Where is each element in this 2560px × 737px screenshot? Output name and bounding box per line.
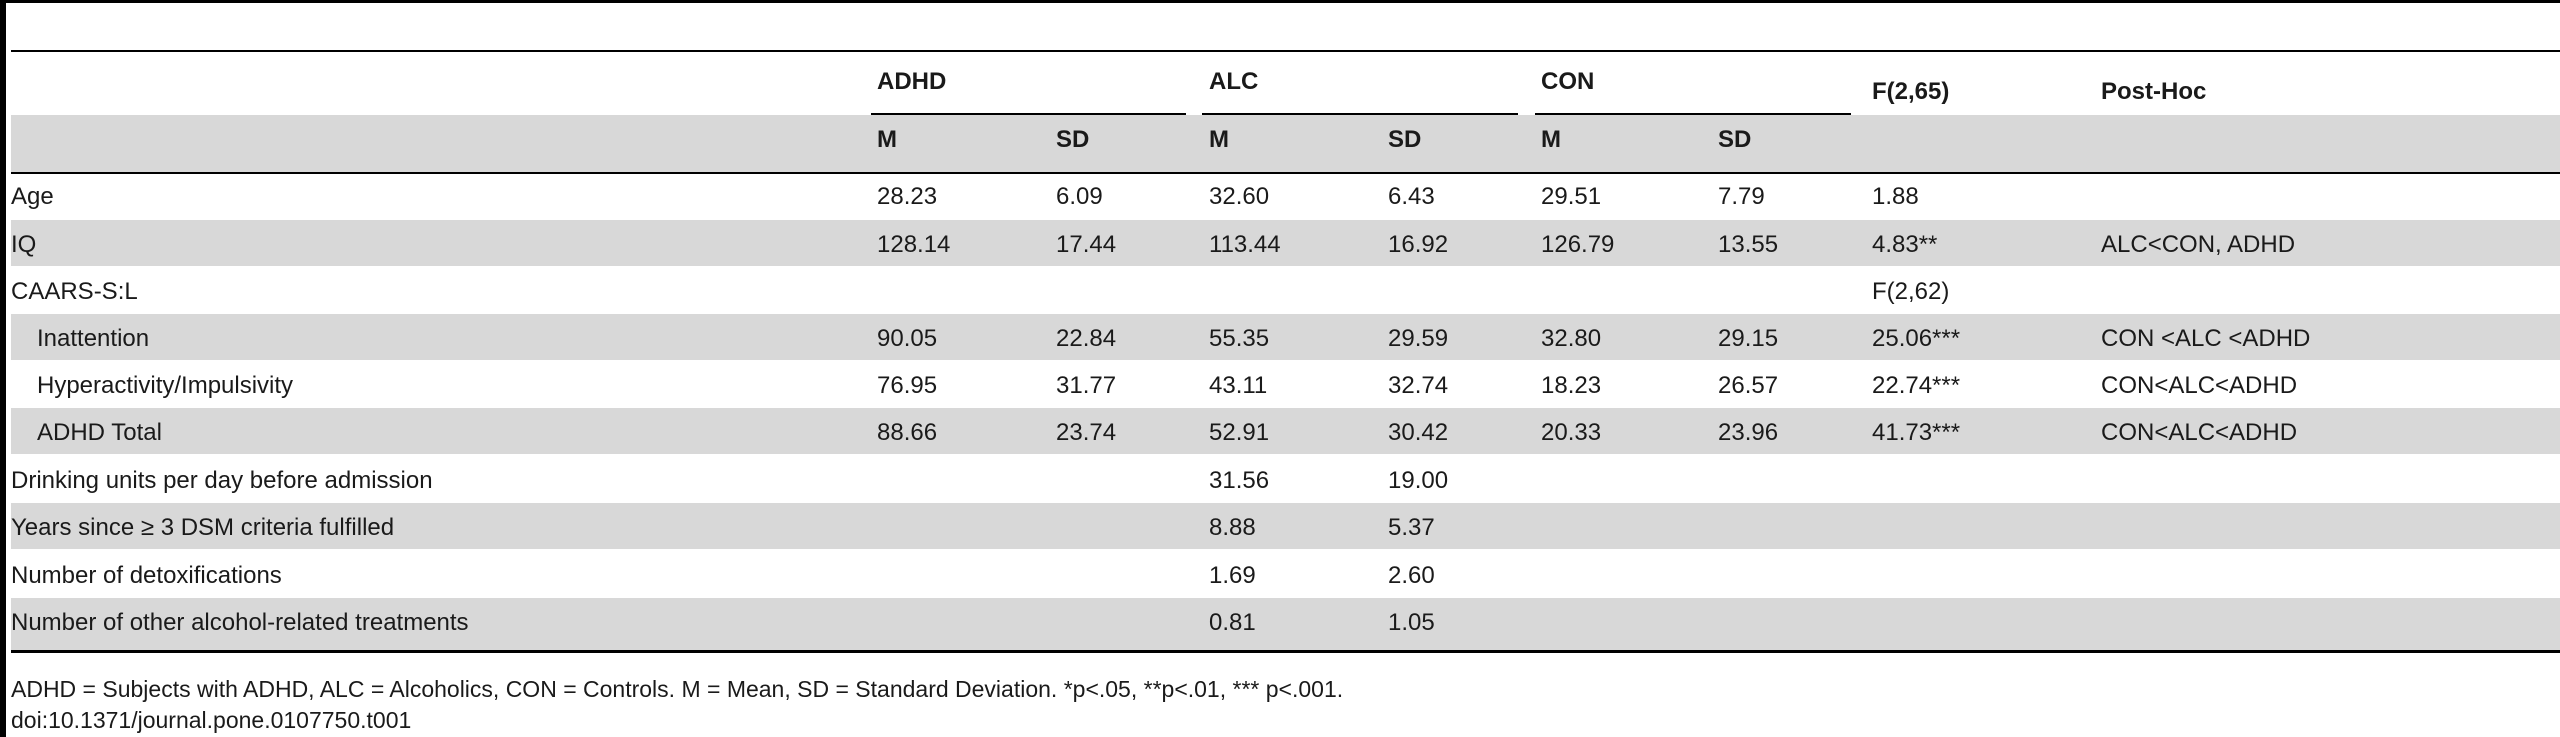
row-label: CAARS-S:L <box>11 278 138 305</box>
cell-con-sd: 23.96 <box>1718 419 1779 446</box>
cell-alc-m: 0.81 <box>1209 609 1256 636</box>
cell-f-value: 1.88 <box>1872 183 1919 210</box>
row-label: Years since ≥ 3 DSM criteria fulfilled <box>11 514 395 541</box>
cell-con-sd: 13.55 <box>1718 231 1779 258</box>
cell-alc-sd: 16.92 <box>1388 231 1449 258</box>
cell-con-sd: 26.57 <box>1718 372 1779 399</box>
row-label: Inattention <box>37 325 150 352</box>
row-label: Number of other alcohol-related treatments <box>11 609 469 636</box>
table-bottom-rule <box>11 650 2560 653</box>
cell-f-value: 22.74*** <box>1872 372 1961 399</box>
alc-group-rule <box>1202 113 1518 115</box>
table-top-rule <box>11 50 2560 52</box>
cell-alc-m: 31.56 <box>1209 467 1270 494</box>
cell-alc-sd: 29.59 <box>1388 325 1449 352</box>
subheader-adhd-sd: SD <box>1056 126 1090 153</box>
cell-alc-sd: 2.60 <box>1388 562 1435 589</box>
cell-alc-sd: 32.74 <box>1388 372 1449 399</box>
header-alc: ALC <box>1209 68 1259 95</box>
cell-adhd-m: 90.05 <box>877 325 938 352</box>
cell-adhd-m: 76.95 <box>877 372 938 399</box>
subheader-con-m: M <box>1541 126 1561 153</box>
cell-adhd-m: 128.14 <box>877 231 951 258</box>
cell-adhd-sd: 17.44 <box>1056 231 1117 258</box>
cell-con-m: 29.51 <box>1541 183 1602 210</box>
row-label: Hyperactivity/Impulsivity <box>37 372 294 399</box>
header-adhd: ADHD <box>877 68 947 95</box>
cell-alc-sd: 30.42 <box>1388 419 1449 446</box>
subheader-band <box>11 115 2560 172</box>
cell-alc-m: 43.11 <box>1209 372 1268 399</box>
cell-con-m: 32.80 <box>1541 325 1602 352</box>
cell-adhd-sd: 31.77 <box>1056 372 1117 399</box>
cell-f-value: 4.83** <box>1872 231 1938 258</box>
adhd-group-rule <box>871 113 1186 115</box>
cell-alc-sd: 5.37 <box>1388 514 1435 541</box>
cell-adhd-sd: 22.84 <box>1056 325 1117 352</box>
subheader-alc-sd: SD <box>1388 126 1422 153</box>
cell-alc-m: 55.35 <box>1209 325 1270 352</box>
row-label: ADHD Total <box>37 419 162 446</box>
subheader-alc-m: M <box>1209 126 1229 153</box>
cell-con-sd: 7.79 <box>1718 183 1765 210</box>
cell-con-m: 20.33 <box>1541 419 1602 446</box>
table-footnote: ADHD = Subjects with ADHD, ALC = Alcoholics, CON = Controls. M = Mean, SD = Standard Deviation. *p<.05, **p<.01, *** p<.001. <box>11 676 1344 702</box>
cell-f-value: 41.73*** <box>1872 419 1961 446</box>
cell-alc-sd: 19.00 <box>1388 467 1449 494</box>
left-border <box>0 0 6 737</box>
cell-alc-m: 1.69 <box>1209 562 1256 589</box>
cell-alc-m: 113.44 <box>1209 231 1281 258</box>
cell-con-m: 18.23 <box>1541 372 1602 399</box>
subheader-adhd-m: M <box>877 126 897 153</box>
cell-con-sd: 29.15 <box>1718 325 1779 352</box>
cell-adhd-sd: 23.74 <box>1056 419 1117 446</box>
cell-alc-sd: 6.43 <box>1388 183 1435 210</box>
cell-posthoc: CON <ALC <ADHD <box>2101 325 2311 352</box>
cell-posthoc: ALC<CON, ADHD <box>2101 231 2296 258</box>
header-con: CON <box>1541 68 1595 95</box>
header-bottom-rule <box>11 172 2560 174</box>
table-doi: doi:10.1371/journal.pone.0107750.t001 <box>11 707 412 733</box>
cell-posthoc: CON<ALC<ADHD <box>2101 372 2298 399</box>
cell-adhd-m: 28.23 <box>877 183 938 210</box>
con-group-rule <box>1535 113 1851 115</box>
cell-alc-sd: 1.05 <box>1388 609 1435 636</box>
row-label: Age <box>11 183 54 210</box>
cell-alc-m: 32.60 <box>1209 183 1270 210</box>
header-posthoc: Post-Hoc <box>2101 78 2207 105</box>
top-rule <box>6 0 2560 3</box>
row-label: Drinking units per day before admission <box>11 467 433 494</box>
subheader-con-sd: SD <box>1718 126 1752 153</box>
cell-alc-m: 52.91 <box>1209 419 1270 446</box>
cell-adhd-sd: 6.09 <box>1056 183 1103 210</box>
row-label: IQ <box>11 231 37 258</box>
row-label: Number of detoxifications <box>11 562 282 589</box>
cell-posthoc: CON<ALC<ADHD <box>2101 419 2298 446</box>
header-f: F(2,65) <box>1872 78 1950 105</box>
cell-f-value: F(2,62) <box>1872 278 1950 305</box>
cell-alc-m: 8.88 <box>1209 514 1256 541</box>
cell-con-m: 126.79 <box>1541 231 1615 258</box>
cell-adhd-m: 88.66 <box>877 419 938 446</box>
cell-f-value: 25.06*** <box>1872 325 1961 352</box>
